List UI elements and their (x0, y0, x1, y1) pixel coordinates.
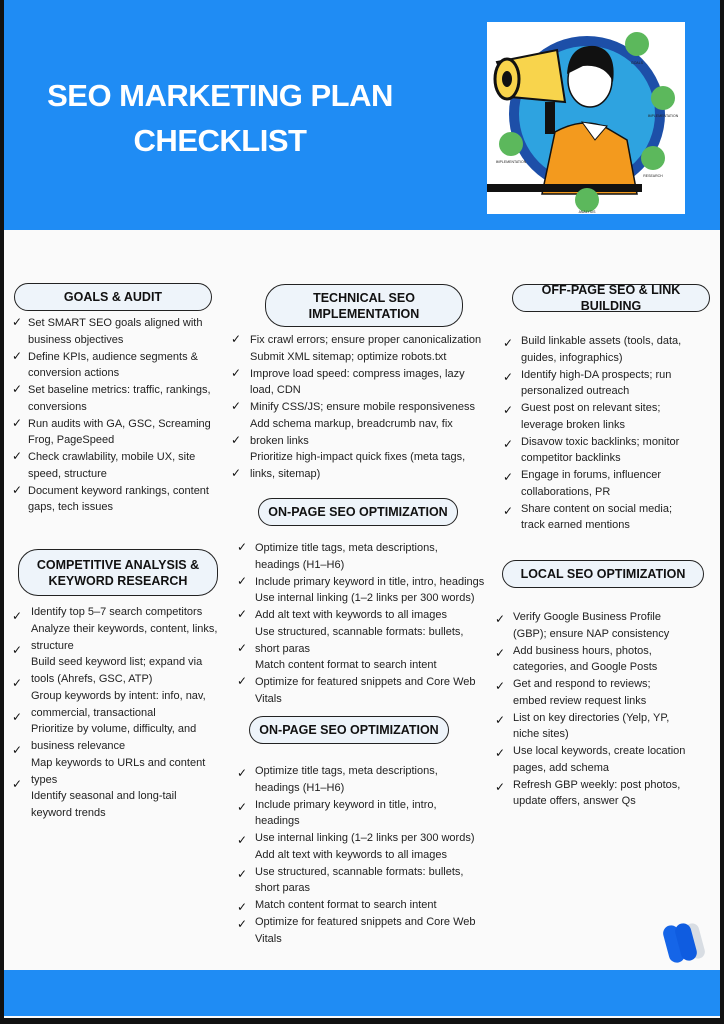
checkmark-icon: ✓ (12, 449, 23, 463)
checkmark-icon: ✓ (12, 642, 23, 657)
checklist-item-line: Check crawlability, mobile UX, site (28, 451, 196, 463)
checklist-item-line: Add schema markup, breadcrumb nav, fix (250, 417, 453, 430)
section-heading: TECHNICAL SEO IMPLEMENTATION (265, 284, 463, 327)
checkmark-icon: ✓ (12, 676, 23, 690)
checklist-item-line: headings (H1–H6) (255, 558, 345, 571)
checklist-item-line: conversions (28, 400, 87, 413)
section-heading: GOALS & AUDIT (14, 283, 212, 311)
checklist-item-line: business objectives (28, 333, 124, 346)
checkmark-icon: ✓ (495, 779, 506, 794)
checklist-item-line: Engage in forums, influencer (521, 469, 662, 481)
checklist-item-line: short paras (255, 882, 311, 895)
checkmark-icon: ✓ (237, 900, 248, 914)
checkmark-icon: ✓ (12, 743, 23, 757)
checklist-item-line: niche sites) (513, 728, 569, 741)
checkmark-icon: ✓ (495, 612, 506, 626)
checkmark-icon: ✓ (237, 866, 248, 881)
checklist-item-line: Set SMART SEO goals aligned with (28, 317, 203, 329)
checklist-item-line: links, sitemap) (250, 468, 321, 480)
checklist-item-line: Minify CSS/JS; ensure mobile responsiveness (250, 401, 475, 413)
section-heading: LOCAL SEO OPTIMIZATION (502, 560, 704, 588)
checklist-item-line: Identify high-DA prospects; run (521, 368, 672, 381)
checkmark-icon: ✓ (12, 348, 23, 363)
checkmark-icon: ✓ (237, 640, 248, 655)
checklist-item-line: gaps, tech issues (28, 501, 113, 514)
checkmark-icon: ✓ (12, 382, 23, 396)
checklist-item-line: List on key directories (Yelp, YP, (513, 711, 670, 724)
checkmark-icon: ✓ (237, 573, 248, 588)
checklist-page (4, 0, 720, 1018)
checkmark-icon: ✓ (237, 833, 248, 847)
checklist-item-line: Set baseline metrics: traffic, rankings, (28, 384, 211, 396)
checkmark-icon: ✓ (237, 674, 248, 688)
section-heading: ON-PAGE SEO OPTIMIZATION (249, 716, 449, 744)
checklist-item-line: Build seed keyword list; expand via (31, 656, 203, 669)
checkmark-icon: ✓ (231, 466, 242, 480)
illustration-label: ANALYSIS (578, 210, 596, 214)
checkmark-icon: ✓ (503, 470, 514, 484)
checklist-item-line: leverage broken links (521, 418, 625, 431)
checklist-item-line: Share content on social media; (521, 502, 673, 515)
checklist-item-line: Identify seasonal and long-tail (31, 790, 177, 803)
checklist-item-line: Use structured, scannable formats: bullets, (255, 625, 464, 638)
checkmark-icon: ✓ (495, 679, 506, 693)
checkmark-icon: ✓ (231, 432, 242, 447)
checklist-item-line: Optimize title tags, meta descriptions, (255, 542, 438, 554)
checklist-item-line: Analyze their keywords, content, links, (31, 622, 218, 635)
footer-banner (4, 970, 720, 1016)
checklist-item-line: headings (H1–H6) (255, 781, 345, 794)
illustration-label: IMPLEMENTATION (647, 114, 679, 118)
checkmark-icon: ✓ (12, 776, 23, 791)
checklist-item-line: categories, and Google Posts (513, 661, 658, 674)
checklist-item-line: Include primary keyword in title, intro, headings (255, 575, 485, 588)
checklist-item-line: speed, structure (28, 467, 107, 480)
checkmark-icon: ✓ (503, 503, 514, 518)
checklist-item-line: Improve load speed: compress images, lazy (250, 367, 465, 380)
checklist-item-line: Refresh GBP weekly: post photos, (513, 778, 681, 791)
checklist-item-line: Fix crawl errors; ensure proper canonicalization (250, 334, 482, 346)
checklist-item-line: Match content format to search intent (255, 899, 437, 911)
checklist-item-line: Disavow toxic backlinks; monitor (521, 435, 680, 448)
checkmark-icon: ✓ (503, 403, 514, 417)
checklist-item-line: Guest post on relevant sites; (521, 402, 661, 414)
checklist-item-line: tools (Ahrefs, GSC, ATP) (31, 673, 153, 685)
checklist-item-line: Vitals (255, 692, 282, 705)
checklist-item-line: Verify Google Business Profile (513, 611, 661, 623)
checkmark-icon: ✓ (503, 369, 514, 384)
checklist-item-line: load, CDN (250, 384, 301, 397)
checklist-item-line: Optimize for featured snippets and Core Web (255, 676, 476, 688)
checklist-item-line: Add alt text with keywords to all images (255, 848, 447, 861)
checkmark-icon: ✓ (503, 336, 514, 350)
checklist-item-line: personalized outreach (521, 385, 630, 398)
checklist-item-line: Use internal linking (1–2 links per 300 words) (255, 832, 475, 844)
section-heading: OFF-PAGE SEO & LINK BUILDING (512, 284, 710, 312)
checklist-item-line: Run audits with GA, GSC, Screaming (28, 417, 211, 430)
checklist-item-line: Match content format to search intent (255, 659, 437, 672)
section-heading: COMPETITIVE ANALYSIS & KEYWORD RESEARCH (18, 549, 218, 596)
checklist-item-line: (GBP); ensure NAP consistency (513, 627, 670, 640)
checkmark-icon: ✓ (495, 645, 506, 660)
checklist-item-line: Map keywords to URLs and content (31, 756, 206, 769)
header-banner (4, 0, 720, 230)
checklist-item-line: Add business hours, photos, (513, 644, 652, 657)
checkmark-icon: ✓ (231, 399, 242, 413)
checkmark-icon: ✓ (231, 365, 242, 380)
checkmark-icon: ✓ (503, 436, 514, 451)
checklist-item-line: business relevance (31, 740, 126, 752)
checkmark-icon: ✓ (12, 482, 23, 497)
checklist-item-line: Optimize title tags, meta descriptions, (255, 765, 438, 777)
checkmark-icon: ✓ (237, 540, 248, 554)
checklist-item-line: Use internal linking (1–2 links per 300 words) (255, 592, 475, 605)
checklist-item-line: headings (255, 815, 300, 828)
checkmark-icon: ✓ (237, 799, 248, 814)
checklist-item-line: collaborations, PR (521, 485, 611, 498)
checkmark-icon: ✓ (237, 607, 248, 621)
checklist-item-line: update offers, answer Qs (513, 795, 636, 808)
checklist-item-line: Build linkable assets (tools, data, (521, 335, 682, 347)
checklist-item-line: Vitals (255, 932, 282, 945)
checklist-item-line: commercial, transactional (31, 706, 156, 719)
checkmark-icon: ✓ (12, 709, 23, 724)
checklist-item-line: Prioritize high-impact quick fixes (meta tags, (250, 451, 466, 464)
checklist-item-line: pages, add schema (513, 761, 610, 774)
section-heading: ON-PAGE SEO OPTIMIZATION (258, 498, 458, 526)
checklist-item-line: Optimize for featured snippets and Core Web (255, 915, 476, 928)
checklist-item-line: types (31, 773, 58, 786)
checklist-item-line: Get and respond to reviews; (513, 678, 651, 690)
checklist-item-line: embed review request links (513, 694, 647, 707)
checklist-item-line: keyword trends (31, 807, 106, 819)
illustration-label: IMPLEMENTATION (495, 160, 527, 164)
checklist-item-line: short paras (255, 642, 311, 655)
checklist-item-line: Use local keywords, create location (513, 745, 686, 757)
checklist-item-line: broken links (250, 434, 309, 447)
checklist-item-line: Define KPIs, audience segments & (28, 350, 198, 363)
illustration-label: GOALS (630, 61, 644, 65)
checkmark-icon: ✓ (12, 315, 23, 329)
checklist-item-line: competitor backlinks (521, 452, 621, 465)
megaphone-illustration (487, 22, 685, 214)
checkmark-icon: ✓ (12, 609, 23, 623)
illustration-label: RESEARCH (643, 174, 663, 178)
checklist-item-line: Frog, PageSpeed (28, 434, 115, 447)
checklist-item-line: Use structured, scannable formats: bullets, (255, 865, 464, 878)
checklist-item-line: conversion actions (28, 367, 120, 380)
brand-logo-icon (660, 921, 710, 965)
page-title-line1: SEO MARKETING PLAN (47, 78, 393, 113)
page-title-line2: CHECKLIST (133, 123, 307, 158)
checklist-item-line: structure (31, 639, 74, 652)
checklist-item-line: Group keywords by intent: info, nav, (31, 689, 206, 702)
checklist-item-line: Add alt text with keywords to all images (255, 609, 447, 621)
checklist-item-line: track earned mentions (521, 519, 630, 532)
checklist-item-line: Include primary keyword in title, intro, (255, 798, 437, 811)
checklist-item-line: guides, infographics) (521, 351, 623, 364)
checkmark-icon: ✓ (237, 916, 248, 931)
checklist-item-line: Document keyword rankings, content (28, 484, 209, 497)
checkmark-icon: ✓ (495, 712, 506, 727)
checklist-item-line: Prioritize by volume, difficulty, and (31, 723, 197, 736)
checkmark-icon: ✓ (237, 766, 248, 780)
checkmark-icon: ✓ (12, 415, 23, 430)
checkmark-icon: ✓ (231, 332, 242, 346)
checklist-item-line: Submit XML sitemap; optimize robots.txt (250, 350, 447, 363)
checkmark-icon: ✓ (495, 746, 506, 760)
checklist-item-line: Identify top 5–7 search competitors (31, 606, 203, 618)
